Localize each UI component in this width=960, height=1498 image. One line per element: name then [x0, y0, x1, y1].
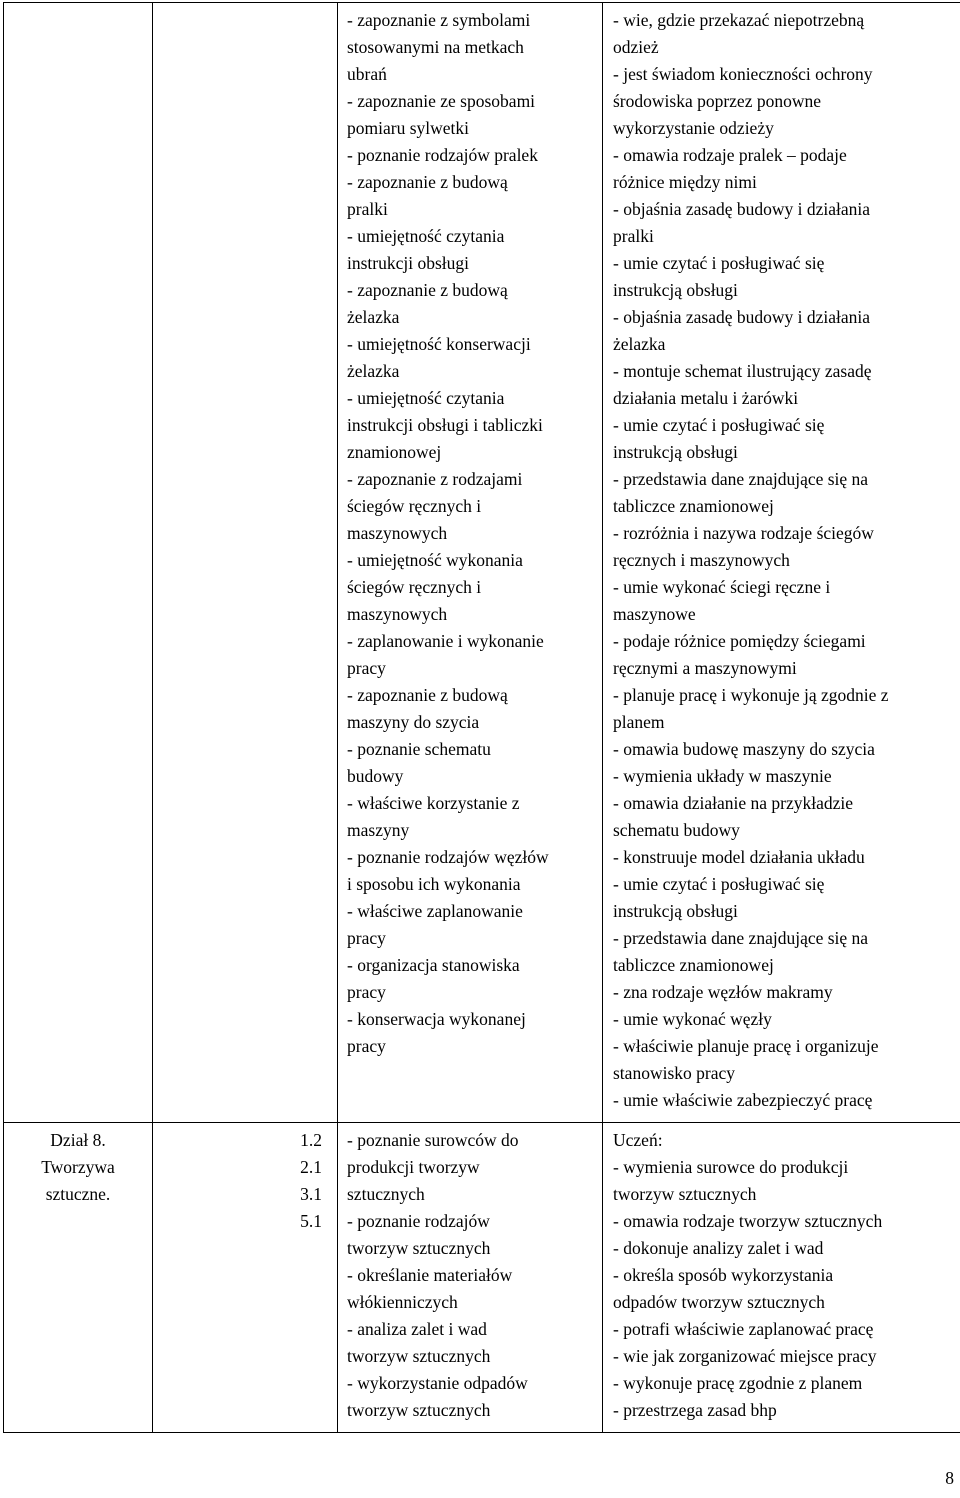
achievement-line: - rozróżnia i nazywa rodzaje ściegów — [613, 523, 874, 543]
achievement-line: - przedstawia dane znajdujące się na — [613, 928, 869, 948]
content-line: - zapoznanie ze sposobami — [347, 91, 536, 111]
hours-cell — [153, 3, 338, 1123]
content-line: - analiza zalet i wad — [347, 1319, 487, 1339]
hours-line: 5.1 — [300, 1211, 322, 1231]
table-row — [4, 3, 960, 1123]
curriculum-table — [3, 2, 960, 1433]
content-line: pracy — [347, 928, 386, 948]
content-line: - organizacja stanowiska — [347, 955, 520, 975]
hours-line: 3.1 — [300, 1184, 322, 1204]
achievement-line: instrukcją obsługi — [613, 901, 738, 921]
achievement-line: tabliczce znamionowej — [613, 496, 774, 516]
content-line: - poznanie surowców do — [347, 1130, 519, 1150]
achievement-line: - przedstawia dane znajdujące się na — [613, 469, 869, 489]
achievement-line: - potrafi właściwie zaplanować pracę — [613, 1319, 874, 1339]
achievement-line: instrukcją obsługi — [613, 442, 738, 462]
section-line: Dział 8. — [50, 1130, 106, 1150]
achievement-line: odzież — [613, 37, 659, 57]
achievement-line: tabliczce znamionowej — [613, 955, 774, 975]
section-cell — [4, 1123, 153, 1433]
content-line: instrukcji obsługi — [347, 253, 470, 273]
achievement-line: - omawia budowę maszyny do szycia — [613, 739, 875, 759]
content-line: maszyny do szycia — [347, 712, 480, 732]
achievement-line: - jest świadom konieczności ochrony — [613, 64, 873, 84]
achievement-line: stanowisko pracy — [613, 1063, 735, 1083]
achievement-line: - planuje pracę i wykonuje ją zgodnie z — [613, 685, 889, 705]
achievement-line: - umie czytać i posługiwać się — [613, 415, 825, 435]
section-line: sztuczne. — [45, 1184, 111, 1204]
content-line: i sposobu ich wykonania — [347, 874, 521, 894]
content-line: - zapoznanie z budową — [347, 280, 508, 300]
content-line: - konserwacja wykonanej — [347, 1009, 526, 1029]
content-line: - zapoznanie z budową — [347, 685, 508, 705]
content-line: - właściwe korzystanie z — [347, 793, 520, 813]
achievement-line: instrukcją obsługi — [613, 280, 738, 300]
achievement-line: - dokonuje analizy zalet i wad — [613, 1238, 824, 1258]
achievement-line: - umie czytać i posługiwać się — [613, 253, 825, 273]
achievement-line: - wymienia surowce do produkcji — [613, 1157, 849, 1177]
achievement-line: - montuje schemat ilustrujący zasadę — [613, 361, 872, 381]
achievement-line: - zna rodzaje węzłów makramy — [613, 982, 833, 1002]
achievement-line: - przestrzega zasad bhp — [613, 1400, 777, 1420]
achievement-line: - omawia rodzaje pralek – podaje — [613, 145, 847, 165]
content-line: - poznanie rodzajów węzłów — [347, 847, 549, 867]
achievement-line: - określa sposób wykorzystania — [613, 1265, 834, 1285]
content-line: pracy — [347, 658, 386, 678]
achievement-line: - podaje różnice pomiędzy ściegami — [613, 631, 866, 651]
achievements-cell — [603, 1123, 960, 1433]
achievement-line: Uczeń: — [613, 1130, 663, 1150]
hours-line: 1.2 — [300, 1130, 322, 1150]
content-line: produkcji tworzyw — [347, 1157, 480, 1177]
achievement-line: wykorzystanie odzieży — [613, 118, 774, 138]
achievement-line: różnice między nimi — [613, 172, 757, 192]
content-line: - zapoznanie z rodzajami — [347, 469, 523, 489]
achievement-line: - objaśnia zasadę budowy i działania — [613, 307, 871, 327]
achievement-line: ręcznych i maszynowych — [613, 550, 790, 570]
content-line: pracy — [347, 982, 386, 1002]
achievement-line: - omawia działanie na przykładzie — [613, 793, 854, 813]
achievement-line: środowiska poprzez ponowne — [613, 91, 822, 111]
achievement-line: - właściwie planuje pracę i organizuje — [613, 1036, 879, 1056]
content-line: - umiejętność wykonania — [347, 550, 523, 570]
achievement-line: - umie wykonać węzły — [613, 1009, 772, 1029]
achievement-line: planem — [613, 712, 665, 732]
content-line: pomiaru sylwetki — [347, 118, 469, 138]
content-line: tworzyw sztucznych — [347, 1346, 491, 1366]
achievements-cell — [603, 3, 960, 1123]
hours-line: 2.1 — [300, 1157, 322, 1177]
section-cell — [4, 3, 153, 1123]
content-line: - umiejętność czytania — [347, 226, 505, 246]
achievement-line: pralki — [613, 226, 654, 246]
content-line: ściegów ręcznych i — [347, 577, 482, 597]
achievement-line: ręcznymi a maszynowymi — [613, 658, 797, 678]
content-line: tworzyw sztucznych — [347, 1400, 491, 1420]
achievement-line: maszynowe — [613, 604, 696, 624]
content-line: - określanie materiałów — [347, 1265, 513, 1285]
content-line: znamionowej — [347, 442, 442, 462]
achievement-line: - umie właściwie zabezpieczyć pracę — [613, 1090, 873, 1110]
content-line: - wykorzystanie odpadów — [347, 1373, 528, 1393]
achievement-line: żelazka — [613, 334, 666, 354]
content-line: - zaplanowanie i wykonanie — [347, 631, 544, 651]
achievement-line: - objaśnia zasadę budowy i działania — [613, 199, 871, 219]
content-cell — [338, 1123, 603, 1433]
content-line: maszynowych — [347, 523, 448, 543]
achievement-line: schematu budowy — [613, 820, 740, 840]
content-line: - umiejętność konserwacji — [347, 334, 531, 354]
content-line: żelazka — [347, 307, 400, 327]
content-line: ubrań — [347, 64, 387, 84]
content-line: - poznanie schematu — [347, 739, 491, 759]
achievement-line: - wie jak zorganizować miejsce pracy — [613, 1346, 877, 1366]
achievement-line: - konstruuje model działania układu — [613, 847, 865, 867]
content-line: - umiejętność czytania — [347, 388, 505, 408]
content-line: - poznanie rodzajów pralek — [347, 145, 538, 165]
hours-cell — [153, 1123, 338, 1433]
achievement-line: - omawia rodzaje tworzyw sztucznych — [613, 1211, 883, 1231]
content-line: - właściwe zaplanowanie — [347, 901, 523, 921]
achievement-line: - umie wykonać ściegi ręczne i — [613, 577, 831, 597]
content-line: żelazka — [347, 361, 400, 381]
content-line: włókienniczych — [347, 1292, 458, 1312]
content-line: maszyny — [347, 820, 410, 840]
page-number: 8 — [945, 1468, 954, 1488]
content-line: instrukcji obsługi i tabliczki — [347, 415, 543, 435]
table-row — [4, 1123, 960, 1433]
content-line: pracy — [347, 1036, 386, 1056]
content-line: - zapoznanie z symbolami — [347, 10, 531, 30]
content-line: pralki — [347, 199, 388, 219]
content-line: - poznanie rodzajów — [347, 1211, 490, 1231]
content-line: sztucznych — [347, 1184, 425, 1204]
content-line: tworzyw sztucznych — [347, 1238, 491, 1258]
section-line: Tworzywa — [41, 1157, 115, 1177]
content-line: stosowanymi na metkach — [347, 37, 524, 57]
achievement-line: - umie czytać i posługiwać się — [613, 874, 825, 894]
achievement-line: działania metalu i żarówki — [613, 388, 799, 408]
achievement-line: - wie, gdzie przekazać niepotrzebną — [613, 10, 865, 30]
content-cell — [338, 3, 603, 1123]
content-line: budowy — [347, 766, 404, 786]
achievement-line: odpadów tworzyw sztucznych — [613, 1292, 825, 1312]
achievement-line: tworzyw sztucznych — [613, 1184, 757, 1204]
achievement-line: - wykonuje pracę zgodnie z planem — [613, 1373, 863, 1393]
content-line: maszynowych — [347, 604, 448, 624]
content-line: ściegów ręcznych i — [347, 496, 482, 516]
achievement-line: - wymienia układy w maszynie — [613, 766, 832, 786]
content-line: - zapoznanie z budową — [347, 172, 508, 192]
